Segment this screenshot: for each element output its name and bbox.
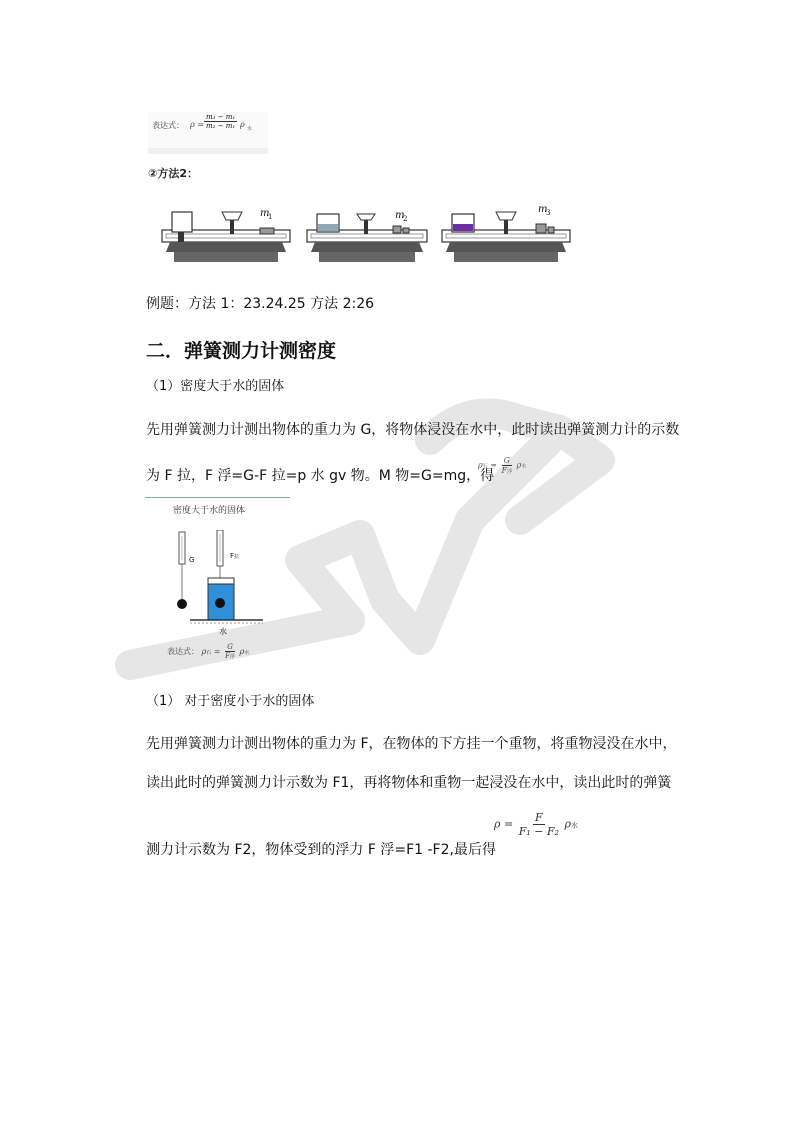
formula2-tail-sub: 水 [570, 821, 578, 830]
formula2-fraction [517, 811, 561, 838]
formula1-tail-sub: 水 [521, 463, 527, 470]
balance-3 [442, 204, 570, 262]
fig2-label-g: G [189, 556, 195, 564]
formula2-eq: = [503, 817, 514, 831]
formula2-den: F₁ − F₂ [518, 825, 559, 838]
formula1-fraction [500, 456, 515, 475]
fig2-label-f: F拉 [230, 552, 240, 560]
example-line: 例题：方法 1：23.24.25 方法 2:26 [146, 296, 375, 312]
formula1-den: F [501, 466, 508, 475]
formula2-rho: ρ [494, 817, 501, 831]
mass-label-1: m [260, 208, 270, 219]
fig1-rho-water: ρ [240, 120, 245, 129]
fig1-formula [148, 112, 268, 154]
subsection-2-title: （1） 对于密度小于水的固体 [146, 694, 315, 709]
fig2-drawing [145, 530, 290, 630]
para1-line1: 先用弹簧测力计测出物体的重力为 G，将物体浸没在水中，此时读出弹簧测力计的示数 [146, 422, 680, 438]
formula1-rho-sub: 石 [482, 463, 488, 470]
para2-line1: 先用弹簧测力计测出物体的重力为 F，在物体的下方挂一个重物，将重物浸没在水中， [146, 736, 677, 752]
fig2-caption: 表达式： [167, 647, 199, 656]
balance-1 [162, 208, 290, 262]
formula2 [494, 811, 578, 838]
para2-line3: 测力计示数为 F2，物体受到的浮力 F 浮=F1 -F2,最后得 [146, 842, 496, 858]
fig2 [145, 497, 290, 673]
formula2-tail: ρ [564, 817, 571, 831]
formula1-num: G [503, 456, 510, 465]
fig1-rho: ρ = [190, 120, 204, 129]
para2-line2: 读出此时的弹簧测力计示数为 F1，再将物体和重物一起浸没在水中，读出此时的弹簧 [146, 775, 672, 791]
fig2-fraction: $\frac{G}{\text{F浮}}$ [225, 643, 235, 660]
formula1 [478, 456, 526, 475]
fig1-water-sub: 水 [247, 126, 253, 132]
mass-sub-1: 1 [268, 213, 273, 221]
formula1-den-sub: 浮 [507, 469, 513, 475]
formula2-num: F [535, 811, 543, 824]
balances-figure [160, 200, 580, 270]
para1-line2: 为 F 拉，F 浮=G-F 拉=p 水 gv 物。M 物=G=mg，得 [146, 468, 495, 484]
formula1-eq: = [490, 460, 497, 470]
fig2-formula: 表达式： ρ石 = $\frac{G}{\text{F浮}}$ ρ水 [167, 643, 250, 660]
formula1-rho: ρ [478, 460, 483, 470]
fig2-title: 密度大于水的固体 [173, 506, 246, 516]
mass-label-3: m [538, 204, 548, 215]
formula1-tail: ρ [516, 460, 522, 470]
mass-sub-2: 2 [403, 215, 408, 223]
mass-label-2: m [395, 210, 405, 221]
fig2-water-label: 水 [219, 627, 227, 636]
fig1-caption: 表达式： [152, 121, 184, 130]
section-title: 二．弹簧测力计测密度 [146, 340, 337, 362]
fig1-fraction [204, 113, 237, 130]
method2-label: ②方法2： [148, 167, 198, 180]
balance-2 [307, 210, 427, 262]
fig1-numerator: m₃ − m₁ [206, 113, 236, 121]
subsection-1-title: （1）密度大于水的固体 [146, 379, 285, 394]
mass-sub-3: 3 [546, 209, 551, 217]
fig1-denominator: m₂ − m₁ [206, 122, 236, 130]
